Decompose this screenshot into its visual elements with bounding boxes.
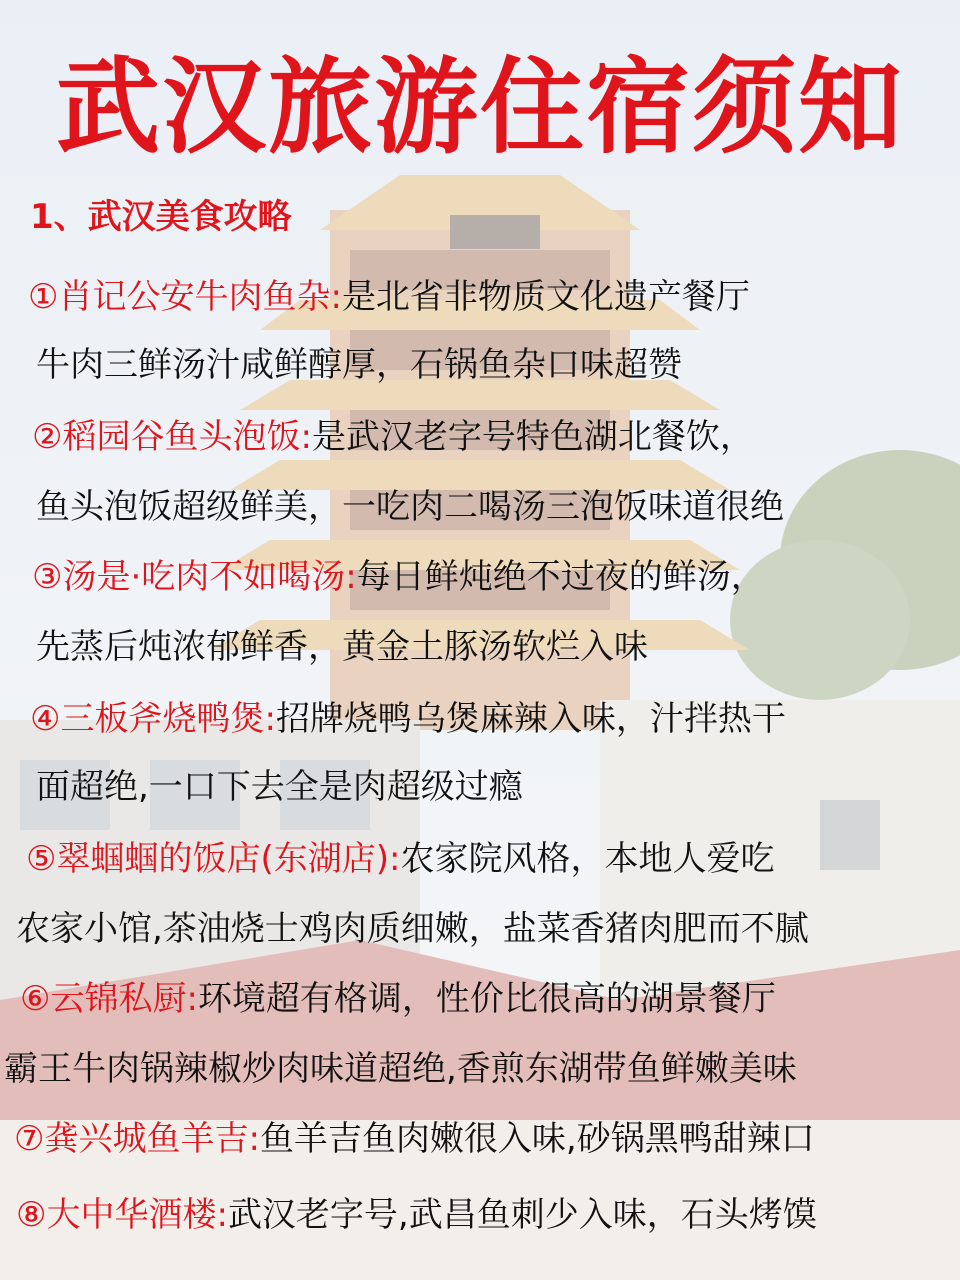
restaurant-name: ③汤是·吃肉不如喝汤: — [32, 557, 357, 597]
restaurant-name: ②稻园谷鱼头泡饭: — [32, 417, 312, 457]
entry-continuation: 牛肉三鲜汤汁咸鲜醇厚，石锅鱼杂口味超赞 — [36, 345, 682, 385]
restaurant-desc: 环境超有格调，性价比很高的湖景餐厅 — [197, 979, 776, 1019]
entry-continuation: 先蒸后炖浓郁鲜香，黄金土豚汤软烂入味 — [36, 627, 648, 667]
entry-first-line — [20, 974, 776, 1024]
restaurant-desc: 武汉老字号,武昌鱼刺少入味，石头烤馍 — [227, 1195, 817, 1235]
entry-first-line — [26, 834, 774, 884]
entry-continuation: 面超绝,一口下去全是肉超级过瘾 — [36, 767, 523, 807]
entry-continuation: 鱼头泡饭超级鲜美，一吃肉二喝汤三泡饭味道很绝 — [36, 487, 784, 527]
entry-first-line — [30, 694, 786, 744]
restaurant-name: ④三板斧烧鸭煲: — [30, 699, 276, 739]
entry-first-line — [28, 272, 750, 322]
restaurant-name: ⑧大中华酒楼: — [16, 1195, 228, 1235]
restaurant-desc: 招牌烧鸭乌煲麻辣入味，汁拌热干 — [275, 699, 786, 739]
entry-continuation: 霸王牛肉锅辣椒炒肉味道超绝,香煎东湖带鱼鲜嫩美味 — [4, 1049, 797, 1089]
entry-first-line — [32, 412, 754, 462]
entry-first-line — [14, 1114, 815, 1164]
restaurant-name: ⑥云锦私厨: — [20, 979, 198, 1019]
restaurant-desc: 是北省非物质文化遗产餐厅 — [341, 277, 750, 317]
restaurant-desc: 每日鲜炖绝不过夜的鲜汤， — [356, 557, 765, 597]
restaurant-desc: 农家院风格，本地人爱吃 — [400, 839, 775, 879]
restaurant-desc: 是武汉老字号特色湖北餐饮， — [311, 417, 754, 457]
section-heading: 1、武汉美食攻略 — [30, 197, 292, 237]
restaurant-name: ①肖记公安牛肉鱼杂: — [28, 277, 342, 317]
restaurant-name: ⑤翠蝈蝈的饭店(东湖店): — [26, 839, 401, 879]
restaurant-desc: 鱼羊吉鱼肉嫩很入味,砂锅黑鸭甜辣口 — [259, 1119, 815, 1159]
entry-first-line — [16, 1190, 817, 1240]
restaurant-name: ⑦龚兴城鱼羊吉: — [14, 1119, 260, 1159]
page-title: 武汉旅游住宿须知 — [55, 46, 904, 168]
entry-first-line — [32, 552, 765, 602]
entry-continuation: 农家小馆,茶油烧士鸡肉质细嫩，盐菜香猪肉肥而不腻 — [16, 909, 809, 949]
